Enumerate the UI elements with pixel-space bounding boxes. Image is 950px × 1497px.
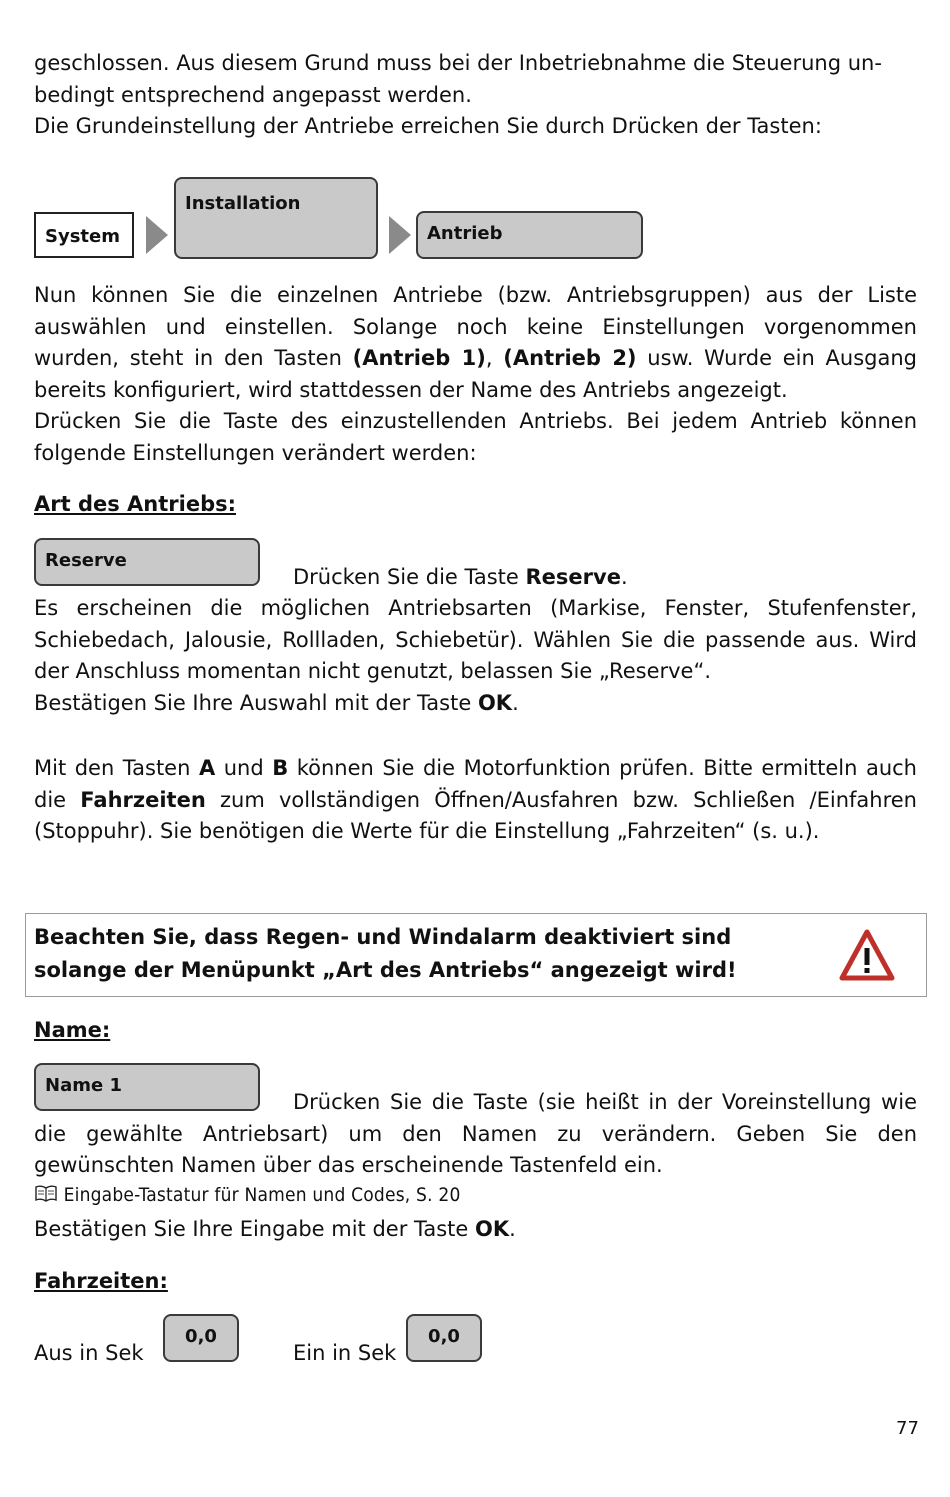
motor-text-1: Mit den Tasten	[34, 756, 199, 780]
ein-label: Ein in Sek	[293, 1341, 397, 1365]
heading-art-des-antriebs: Art des Antriebs:	[34, 492, 237, 516]
name-1-button-label: Name 1	[45, 1075, 122, 1096]
paragraph-motor-test	[34, 753, 917, 848]
art-confirm-text: Bestätigen Sie Ihre Auswahl mit der Taste	[34, 691, 478, 715]
reserve-button[interactable]	[34, 538, 260, 586]
reserve-instruction-end: .	[620, 565, 628, 589]
name-confirm-end: .	[509, 1217, 516, 1241]
reserve-button-label: Reserve	[45, 550, 127, 571]
warning-text	[34, 921, 814, 987]
motor-key-b: B	[272, 756, 289, 780]
motor-text-4: zum vollständigen Öffnen/Ausfahren bzw. Schließen /Einfahren (Stoppuhr). Sie benötigen die Werte für die Einstellung „Fahrzeiten“ (s. u.).	[34, 787, 917, 843]
aus-seconds-value: 0,0	[185, 1326, 217, 1347]
para1-text-a: Nun können Sie die einzelnen Antriebe (bzw. Antriebsgruppen) aus der Liste auswählen und einstellen. Solange noch keine Einstellungen vorgenommen wurden, steht in den Tasten	[34, 283, 917, 370]
name-confirm-ok: OK	[475, 1217, 510, 1241]
installation-button-label: Installation	[185, 193, 301, 214]
aus-label: Aus in Sek	[34, 1341, 144, 1365]
installation-button[interactable]	[174, 177, 378, 259]
arrow-right-icon	[146, 216, 168, 254]
art-confirm-end: .	[512, 691, 519, 715]
art-confirm	[34, 688, 917, 720]
reserve-instruction	[293, 562, 913, 594]
book-icon	[34, 1185, 58, 1203]
reference-text: Eingabe-Tastatur für Namen und Codes, S. 20	[63, 1184, 461, 1206]
intro-line-2: bedingt entsprechend angepasst werden.	[34, 82, 472, 107]
ein-seconds-button[interactable]	[406, 1314, 482, 1362]
system-button[interactable]	[34, 212, 134, 258]
para1-antrieb-2: (Antrieb 2)	[503, 346, 637, 370]
art-confirm-ok: OK	[477, 691, 513, 715]
arrow-right-icon	[389, 216, 411, 254]
para1-text-c: usw. Wurde ein Ausgang bereits konfiguriert, wird stattdessen der Name des Antriebs angezeigt.	[34, 346, 917, 402]
intro-text	[34, 48, 917, 143]
paragraph-select-drives	[34, 280, 917, 406]
para1-separator: ,	[485, 346, 504, 370]
antrieb-button[interactable]	[416, 211, 643, 259]
name-body: Drücken Sie die Taste (sie heißt in der Voreinstellung wie die gewählte Antriebsart) um den Namen zu verändern. Geben Sie den gewünschten Namen über das erscheinende Tastenfeld ein.	[34, 1090, 917, 1177]
heading-fahrzeiten: Fahrzeiten:	[34, 1269, 168, 1293]
name-confirm	[34, 1214, 917, 1246]
name-confirm-text: Bestätigen Sie Ihre Eingabe mit der Taste	[34, 1217, 475, 1241]
motor-text-2: und	[215, 756, 273, 780]
art-body: Es erscheinen die möglichen Antriebsarten (Markise, Fenster, Stufenfenster, Schiebedach, Jalousie, Rollladen, Schiebetür). Wählen Sie die passende aus. Wird der Anschluss momentan nicht genutzt, belassen Sie „Reserve“.	[34, 596, 917, 683]
warning-line-1: Beachten Sie, dass Regen- und Windalarm deaktiviert sind	[34, 925, 732, 949]
intro-line-3: Die Grundeinstellung der Antriebe erreichen Sie durch Drücken der Tasten:	[34, 114, 822, 138]
antrieb-button-label: Antrieb	[427, 223, 503, 244]
warning-triangle-icon	[838, 928, 896, 982]
reference-line	[34, 1184, 461, 1206]
motor-text-3: können Sie die Motorfunktion prüfen. Bitte ermitteln auch die	[34, 756, 917, 812]
reserve-instruction-text: Drücken Sie die Taste	[293, 565, 526, 589]
ein-seconds-value: 0,0	[428, 1326, 460, 1347]
page-number: 77	[896, 1418, 919, 1439]
paragraph-press-drive: Drücken Sie die Taste des einzustellenden Antriebs. Bei jedem Antrieb können folgende Einstellungen verändert werden:	[34, 409, 917, 465]
system-button-label: System	[45, 226, 120, 247]
warning-box	[25, 913, 927, 997]
para1-antrieb-1: (Antrieb 1)	[352, 346, 486, 370]
aus-seconds-button[interactable]	[163, 1314, 239, 1362]
warning-line-2: solange der Menüpunkt „Art des Antriebs“ angezeigt wird!	[34, 958, 737, 982]
intro-line-1: geschlossen. Aus diesem Grund muss bei der Inbetriebnahme die Steuerung un-	[34, 51, 882, 75]
motor-fahrzeiten: Fahrzeiten	[80, 787, 206, 812]
heading-name: Name:	[34, 1018, 111, 1042]
reserve-instruction-bold: Reserve	[525, 565, 621, 589]
motor-key-a: A	[198, 756, 216, 780]
